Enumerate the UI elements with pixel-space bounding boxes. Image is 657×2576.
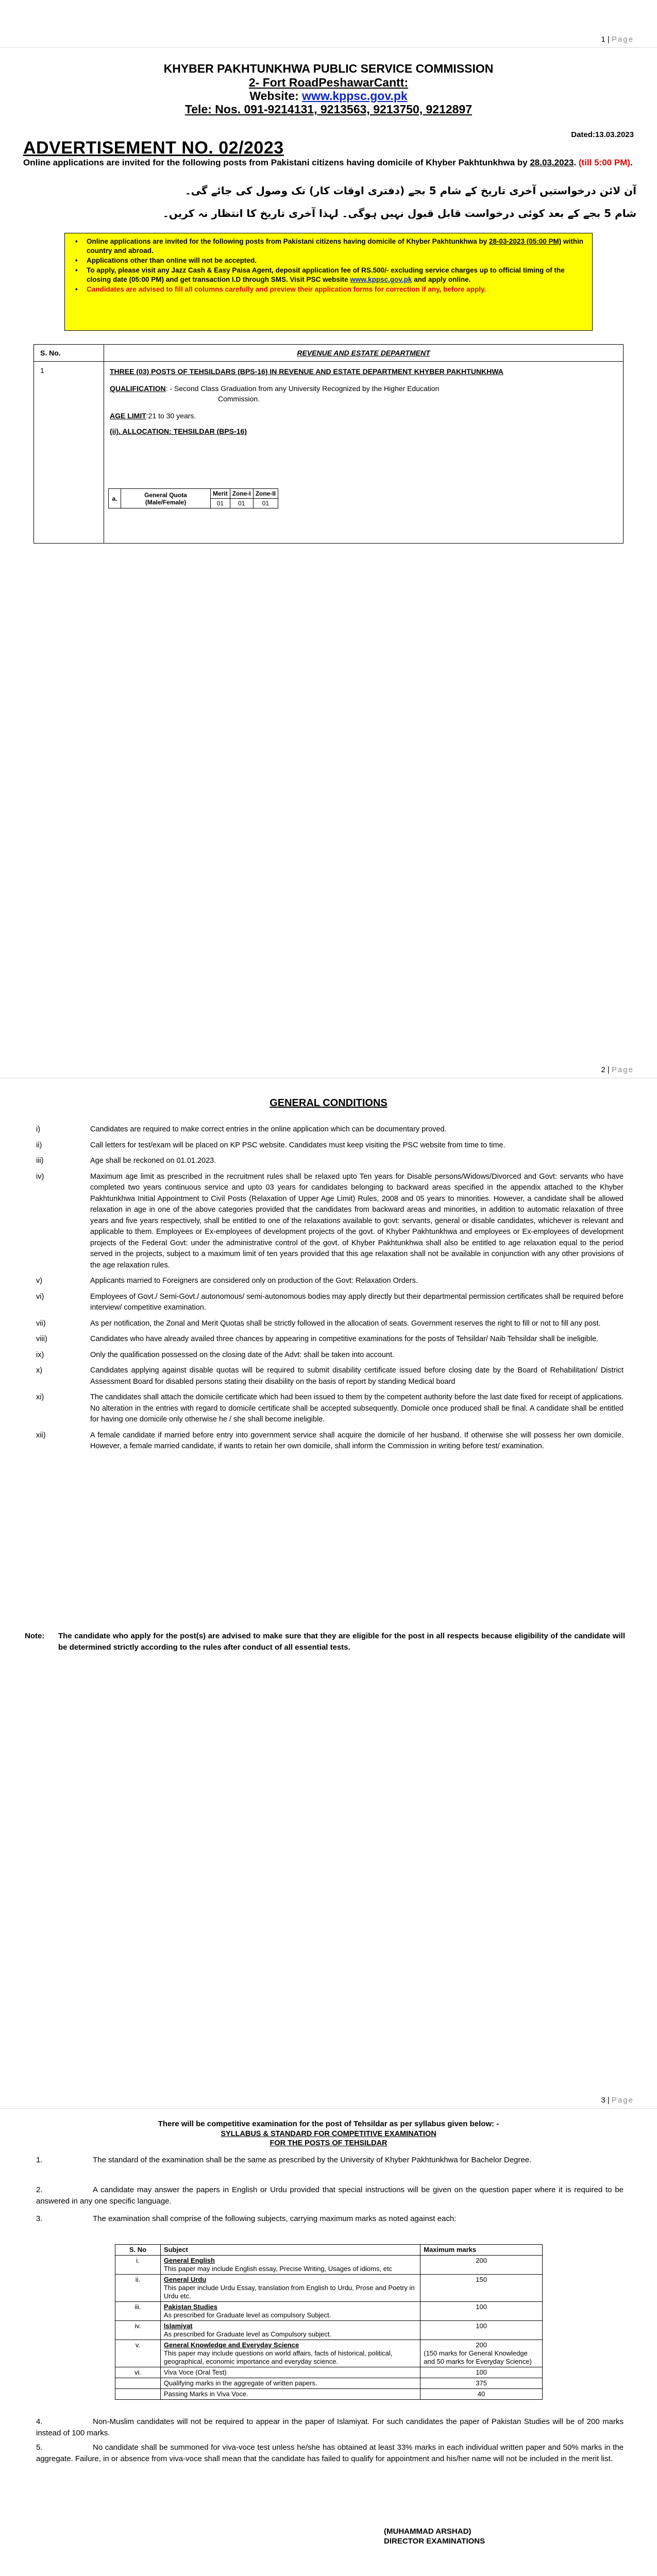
condition-item (36, 1392, 624, 1426)
qualifying-marks-label: Qualifying marks in the aggregate of written papers. (160, 2378, 420, 2389)
subject-marks (420, 2340, 543, 2367)
qualifying-marks-value: 375 (420, 2378, 543, 2389)
subject-name: General Knowledge and Everyday Science (163, 2341, 299, 2349)
table-row (115, 2378, 543, 2389)
quota-value: 01 (230, 499, 253, 509)
page-number: 2 | Page (601, 1065, 634, 1074)
signatory-title: DIRECTOR EXAMINATIONS (384, 2537, 485, 2546)
marks-value: 200 (476, 2257, 487, 2264)
column-header-sno: S. No. (40, 349, 61, 357)
page-number: 3 | Page (601, 2096, 634, 2105)
quota-row-label: a. (109, 489, 121, 509)
condition-item (36, 1140, 624, 1151)
note-label: Note: (25, 1632, 45, 1640)
note (25, 1631, 625, 1653)
syllabus-intro: There will be competitive examination for the post of Tehsildar as per syllabus given below: - (158, 2120, 499, 2128)
table-row (115, 2321, 543, 2340)
subject-description: Viva Voce (Oral Test) (163, 2368, 227, 2376)
subject-sno: iii. (115, 2302, 161, 2321)
marks-value: 100 (476, 2368, 487, 2376)
condition-text: Call letters for test/exam will be placed on KP PSC website. Candidates must keep visiting the PSC website from time to time. (90, 1141, 506, 1149)
marks-value: 150 (476, 2276, 487, 2283)
subject-marks (420, 2321, 543, 2340)
condition-text: Maximum age limit as prescribed in the recruitment rules shall be relaxed upto Ten years for Disable persons/Widows/Divorced and Govt: servants who have completed two years continuous service and upto 03 years for candidates belonging to backward areas specified in the appendix attached to the Khyber Pakhtunkhwa Initial Appointment to Civil Posts (Relaxation of Upper Age Limit) Rules, 2008 and 05 years to minorities. However, a candidate shall be allowed relaxation in age in one of the above categories provided that the candidates from backward areas and minorities, in addition to automatic relaxation of three years and five years respectively, shall be entitled to one of the relaxations available to govt: servants, general or disable candidates, whichever is relevant and applicable to them. Employees or Ex-employees of development projects of the govt. of Khyber Pakhtunkhwa and employees or Ex-employees of development projects of the Federal Govt: under the administrative control of the govt. of Khyber Pakhtunkhwa shall also be entitled to age relaxation equal to the period served in the projects, subject to a maximum limit of ten years provided that this age relaxation shall not be available in conjunction with any other provisions of the age relaxation rules. (90, 1172, 624, 1269)
page-header-rule (0, 2108, 657, 2109)
empty-cell (115, 2389, 161, 2400)
post-title: THREE (03) POSTS OF TEHSILDARS (BPS-16) IN REVENUE AND ESTATE DEPARTMENT KHYBER PAKHTUNKHWA (110, 367, 503, 376)
instruction-item: • Online applications are invited for the following posts from Pakistani citizens having domicile of Khyber Pakhtunkhwa by 28-03-2023 (05:00 PM) within country and abroad. (71, 237, 586, 256)
subject-cell (160, 2321, 420, 2340)
subject-name: General English (163, 2257, 215, 2264)
syllabus-title: SYLLABUS & STANDARD FOR COMPETITIVE EXAMINATION (221, 2130, 436, 2138)
page-header-rule (0, 47, 657, 48)
quota-header: Merit (211, 489, 230, 499)
instruction-item: • Candidates are advised to fill all columns carefully and preview their application forms for correction if any, before apply. (71, 285, 586, 294)
org-address: 2- Fort RoadPeshawarCantt: (248, 76, 409, 89)
condition-number: xi) (36, 1393, 44, 1401)
subject-sno: vi. (115, 2367, 161, 2378)
syllabus-paragraph: 2. A candidate may answer the papers in English or Urdu provided that special instructions will be given on the question paper where it is required to be answered in any one specific language. (36, 2185, 624, 2206)
urdu-notice-line-1: آن لائن درخواستیں آخری تاریخ کے شام 5 بجے (دفتری اوقات کار) تک وصول کی جائے گی۔ (184, 184, 636, 197)
table-row (115, 2340, 543, 2367)
condition-number: ii) (36, 1141, 42, 1149)
condition-number: iv) (36, 1172, 44, 1181)
subject-name: Pakistan Studies (163, 2303, 217, 2311)
condition-item (36, 1124, 624, 1136)
marks-value: 200 (476, 2341, 487, 2349)
condition-item (36, 1365, 624, 1387)
subject-marks (420, 2256, 543, 2275)
syllabus-paragraph: 5. No candidate shall be summoned for viva-voce test unless he/she has obtained at least 33% marks in each individual written paper and 50% marks in the aggregate. Failure, in or absence from viva-voce shall mean that the candidate has failed to qualify for appointment and his/her name will not be included in the merit list. (36, 2443, 624, 2463)
org-website: Website: www.kppsc.gov.pk (249, 89, 408, 103)
subject-sno: ii. (115, 2275, 161, 2302)
passing-marks-label: Passing Marks in Viva Voce. (160, 2389, 420, 2400)
quota-value: 01 (253, 499, 278, 509)
note-text: The candidate who apply for the post(s) are advised to make sure that they are eligible for the post in all respects because eligibility of the candidate will be determined strictly according to the rules after conduct of all essential tests. (58, 1632, 625, 1652)
condition-item (36, 1334, 624, 1345)
condition-text: Age shall be reckoned on 01.01.2023. (90, 1157, 216, 1165)
condition-number: viii) (36, 1335, 47, 1343)
subject-description: As prescribed for Graduate level as Compulsory subject. (163, 2330, 332, 2338)
general-conditions-list (36, 1124, 624, 1457)
subject-marks (420, 2367, 543, 2378)
age-limit: AGE LIMIT:21 to 30 years. (110, 412, 196, 420)
urdu-notice-line-2: شام 5 بجے کے بعد کوئی درخواست قابل قبول نہیں ہوگی۔ لہذا آخری تاریخ کا انتظار نہ کریں۔ (162, 207, 636, 219)
subject-marks (420, 2275, 543, 2302)
column-header-department: REVENUE AND ESTATE DEPARTMENT (297, 349, 430, 357)
column-header-marks: Maximum marks (420, 2245, 543, 2256)
condition-item (36, 1292, 624, 1314)
advertisement-number: ADVERTISEMENT NO. 02/2023 (23, 138, 284, 158)
condition-item (36, 1172, 624, 1272)
allocation-heading: (ii). ALLOCATION: TEHSILDAR (BPS-16) (110, 427, 247, 435)
page-3 (0, 2061, 657, 2576)
condition-text: Employees of Govt./ Semi-Govt./ autonomous/ semi-autonomous bodies may apply directly but their departmental permission certificates shall be required before interview/ competitive examination. (90, 1292, 624, 1312)
column-header-subject: Subject (160, 2245, 420, 2256)
empty-cell (115, 2378, 161, 2389)
condition-number: iii) (36, 1157, 44, 1165)
condition-number: i) (36, 1125, 41, 1133)
website-link[interactable]: www.kppsc.gov.pk (302, 89, 408, 103)
syllabus-paragraph: 3. The examination shall comprise of the following subjects, carrying maximum marks as noted against each: (36, 2214, 457, 2223)
syllabus-paragraph: 4. Non-Muslim candidates will not be required to appear in the paper of Islamiyat. For such candidates the paper of Pakistan Studies will be of 200 marks instead of 100 marks. (36, 2417, 624, 2437)
column-header-sno: S. No (115, 2245, 161, 2256)
marks-note: (150 marks for General Knowledge and 50 marks for Everyday Science) (424, 2349, 532, 2365)
syllabus-subtitle: FOR THE POSTS OF TEHSILDAR (269, 2139, 388, 2147)
subject-description: As prescribed for Graduate level as compulsory Subject. (163, 2311, 331, 2319)
instruction-item: • Applications other than online will not be accepted. (71, 256, 586, 265)
subject-cell (160, 2340, 420, 2367)
subject-cell (160, 2275, 420, 2302)
page-2 (0, 1030, 657, 2061)
subject-description: This paper include Urdu Essay, translation from English to Urdu, Prose and Poetry in Urdu etc. (163, 2284, 415, 2300)
intro-text: Online applications are invited for the following posts from Pakistani citizens having domicile of Khyber Pakhtunkhwa by 28.03.2023. (till 5:00 PM). (23, 158, 633, 167)
page-number: 1 | Page (601, 35, 634, 44)
syllabus-paragraph: 1. The standard of the examination shall be the same as prescribed by the University of Khyber Pakhtunkhwa for Bachelor Degree. (36, 2156, 532, 2164)
condition-number: vii) (36, 1319, 46, 1328)
condition-number: x) (36, 1366, 43, 1375)
instruction-item: • To apply, please visit any Jazz Cash & Easy Paisa Agent, deposit application fee of RS.500/- excluding service charges up to official timing of the closing date (05:00 PM) and get transaction I.D through SMS. Visit PSC website www.kppsc.gov.pk and apply online. (71, 266, 586, 284)
subject-name: Islamiyat (163, 2322, 193, 2330)
page-1 (0, 0, 657, 1030)
condition-text: Candidates applying against disable quotas will be required to submit disability certificate issued before closing date by the Board of Rehabilitation/ District Assessment Board for disabled persons stating their disability on the basis of report by standing Medical board (90, 1366, 624, 1386)
table-row (115, 2275, 543, 2302)
signatory-name: (MUHAMMAD ARSHAD) (384, 2527, 471, 2536)
table-row (115, 2389, 543, 2400)
subject-description: This paper may include English essay, Precise Writing, Usages of idioms, etc (163, 2265, 393, 2273)
website-link[interactable]: www.kppsc.gov.pk (350, 276, 412, 283)
table-row (115, 2302, 543, 2321)
subject-name: General Urdu (163, 2276, 207, 2283)
condition-text: The candidates shall attach the domicile certificate which had been issued to them by the competent authority before the last date fixed for receipt of applications. No alteration in the entries with regard to domicile certificate shall be accepted subsequently. Domicile once produced shall be final. A candidate shall be entitled for having one domicile only otherwise he / she shall become ineligible. (90, 1393, 624, 1423)
condition-text: Candidates who have already availed three chances by appearing in competitive examinations for the posts of Tehsildar/ Naib Tehsildar shall be ineligible. (90, 1335, 599, 1343)
subject-sno: iv. (115, 2321, 161, 2340)
condition-text: As per notification, the Zonal and Merit Quotas shall be strictly followed in the allocation of seats. Government reserves the right to fill or not to fill any post. (90, 1319, 601, 1328)
condition-number: ix) (36, 1350, 44, 1359)
table-row (115, 2256, 543, 2275)
marks-value: 100 (476, 2322, 487, 2330)
condition-item (36, 1350, 624, 1361)
condition-text: Candidates are required to make correct entries in the online application which can be documentary proved. (90, 1125, 447, 1133)
condition-item (36, 1276, 624, 1287)
table-divider (34, 361, 623, 362)
condition-text: A female candidate if married before entry into government service shall acquire the domicile of her husband. If otherwise she will possess her own domicile. However, a female married candidate, if wants to retain her own domicile, shall inform the Commission in writing before test/ examination. (90, 1431, 624, 1450)
posts-table (33, 344, 624, 544)
quota-value: 01 (211, 499, 230, 509)
passing-marks-value: 40 (420, 2389, 543, 2400)
condition-number: xii) (36, 1431, 46, 1439)
qualification: QUALIFICATION: - Second Class Graduation from any University Recognized by the Higher Education (110, 384, 440, 393)
subject-cell (160, 2302, 420, 2321)
subject-marks (420, 2302, 543, 2321)
condition-number: vi) (36, 1292, 44, 1301)
qualification-cont: Commission. (218, 395, 260, 403)
quota-table (108, 488, 278, 509)
condition-item (36, 1318, 624, 1330)
instructions-box (64, 233, 593, 331)
condition-text: Only the qualification possessed on the closing date of the Advt: shall be taken into account. (90, 1350, 395, 1359)
subjects-table (115, 2244, 543, 2400)
subject-sno: v. (115, 2340, 161, 2367)
quota-header: Zone-I (230, 489, 253, 499)
subject-cell (160, 2367, 420, 2378)
table-row (115, 2367, 543, 2378)
marks-value: 100 (476, 2303, 487, 2311)
quota-header: Zone-II (253, 489, 278, 499)
row-number: 1 (40, 366, 44, 375)
subject-sno: i. (115, 2256, 161, 2275)
condition-text: Applicants married to Foreigners are considered only on production of the Govt: Relaxation Orders. (90, 1277, 418, 1285)
org-name: KHYBER PAKHTUNKHWA PUBLIC SERVICE COMMISSION (163, 62, 494, 75)
post-details (110, 366, 607, 436)
condition-item (36, 1430, 624, 1452)
advertisement-date: Dated:13.03.2023 (571, 130, 634, 139)
condition-number: v) (36, 1277, 43, 1285)
condition-item (36, 1156, 624, 1167)
org-telephone: Tele: Nos. 091-9214131, 9213563, 9213750, 9212897 (184, 103, 473, 116)
general-conditions-title: GENERAL CONDITIONS (269, 1097, 388, 1109)
subject-cell (160, 2256, 420, 2275)
quota-category: General Quota (Male/Female) (121, 489, 211, 509)
subject-description: This paper may include questions on world affairs, facts of historical, political, geographical, economic importance and everyday science. (163, 2349, 393, 2365)
